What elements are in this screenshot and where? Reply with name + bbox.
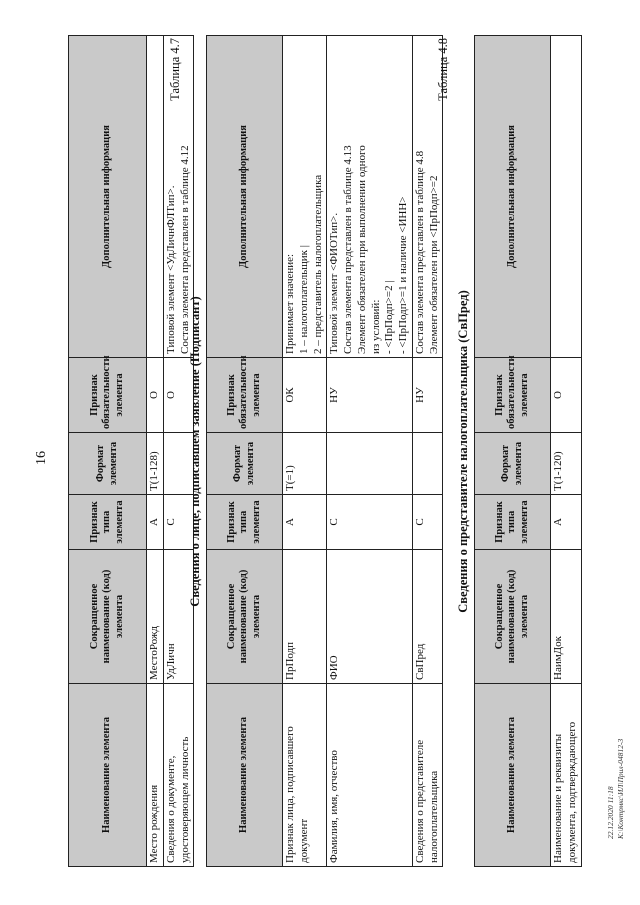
table-4-8 — [474, 35, 582, 867]
extra-info-line: Элемент обязателен при выполнении одного — [355, 145, 368, 354]
cell-required: ОК — [283, 358, 327, 433]
cell-extra-info — [147, 36, 164, 358]
table-row — [551, 36, 582, 867]
cell-element-name — [551, 684, 582, 867]
cell-required: О — [163, 358, 194, 433]
extra-info-line: Состав элемента представлен в таблице 4.13 — [342, 145, 354, 354]
table-row — [412, 36, 443, 867]
table-4-7 — [206, 35, 443, 867]
table-row — [147, 36, 164, 867]
cell-extra-info — [283, 36, 327, 358]
extra-info-line: Принимает значение: — [284, 253, 296, 354]
cell-code: НаимДок — [551, 550, 582, 684]
cell-code: ПрПодп — [283, 550, 327, 684]
cell-required: НУ — [327, 358, 413, 433]
table-row — [327, 36, 413, 867]
table-row — [283, 36, 327, 867]
header-short-name: Сокращенное наименование (код) элемента — [69, 550, 147, 684]
footer-path: К:\Контрмкс\ИЛ\Прил-04812-3 — [615, 738, 625, 839]
cell-code: МестоРожд — [147, 550, 164, 684]
cell-element-name — [327, 684, 413, 867]
cell-format — [327, 433, 413, 495]
header-format: Формат элемента — [207, 433, 283, 495]
element-name-line: Место рождения — [148, 784, 160, 863]
header-type: Признак типа элемента — [69, 495, 147, 550]
extra-info-line: Элемент обязателен при <ПрПодп>=2 — [427, 175, 440, 354]
cell-code: УдЛичн — [163, 550, 194, 684]
extra-info-line: 2 – представитель налогоплательщика — [311, 174, 324, 354]
table-header-row — [475, 36, 551, 867]
header-required: Признак обязательности элемента — [475, 358, 551, 433]
header-name: Наименование элемента — [207, 684, 283, 867]
extra-info-line: 1 – налогоплательщик | — [297, 245, 310, 354]
cell-type: А — [283, 495, 327, 550]
table-header-row — [207, 36, 283, 867]
header-required: Признак обязательности элемента — [69, 358, 147, 433]
extra-info-line: Типовой элемент <УдЛичнФЛТип>. — [164, 185, 177, 354]
element-name-line: документ — [297, 818, 310, 863]
cell-required: О — [551, 358, 582, 433]
header-format: Формат элемента — [69, 433, 147, 495]
element-name-line: Сведения о представителе — [413, 739, 426, 863]
cell-type: А — [551, 495, 582, 550]
header-format: Формат элемента — [475, 433, 551, 495]
table-4-7-title: Сведения о лице, подписавшем заявление (Подписант) — [188, 296, 202, 607]
footer-stamp — [606, 739, 626, 839]
footer-date: 22.12.2020 11:18 — [606, 786, 615, 839]
cell-required: О — [147, 358, 164, 433]
element-name-line: документа, подтверждающего — [565, 721, 578, 863]
header-short-name: Сокращенное наименование (код) элемента — [207, 550, 283, 684]
header-name: Наименование элемента — [475, 684, 551, 867]
cell-type: С — [163, 495, 194, 550]
element-name-line: удостоверяющем личность — [178, 736, 191, 863]
table-4-8-label: Таблица 4.8 — [436, 38, 450, 101]
cell-format: T(1-128) — [147, 433, 164, 495]
cell-element-name — [283, 684, 327, 867]
cell-extra-info — [551, 36, 582, 358]
cell-format: T(=1) — [283, 433, 327, 495]
cell-code: ФИО — [327, 550, 413, 684]
page-number: 16 — [34, 451, 49, 465]
element-name-line: Фамилия, имя, отчество — [328, 750, 341, 863]
header-short-name: Сокращенное наименование (код) элемента — [475, 550, 551, 684]
table-4-8-title: Сведения о представителе налогоплательщика (СвПред) — [456, 290, 470, 613]
header-extra: Дополнительная информация — [475, 36, 551, 358]
cell-required: НУ — [412, 358, 443, 433]
element-name-line: Сведения о документе, — [164, 755, 177, 863]
table-4-7-label: Таблица 4.7 — [168, 38, 182, 101]
header-extra: Дополнительная информация — [69, 36, 147, 358]
extra-info-line: - <ПрПодп>=2 | — [383, 280, 396, 354]
header-type: Признак типа элемента — [207, 495, 283, 550]
cell-format: T(1-120) — [551, 433, 582, 495]
cell-code: СвПред — [412, 550, 443, 684]
header-required: Признак обязательности элемента — [207, 358, 283, 433]
table-continuation — [68, 35, 194, 867]
extra-info-line: Состав элемента представлен в таблице 4.8 — [413, 150, 426, 354]
cell-extra-info — [327, 36, 413, 358]
table-header-row — [69, 36, 147, 867]
cell-element-name — [412, 684, 443, 867]
extra-info-line: из условий: — [369, 299, 382, 354]
extra-info-line: Типовой элемент <ФИОТип>. — [328, 212, 341, 354]
element-name-line: налогоплательщика — [427, 770, 440, 863]
cell-type: А — [147, 495, 164, 550]
header-extra: Дополнительная информация — [207, 36, 283, 358]
cell-type: С — [327, 495, 413, 550]
extra-info-line: Состав элемента представлен в таблице 4.12 — [178, 145, 191, 354]
cell-element-name — [147, 684, 164, 867]
cell-format — [412, 433, 443, 495]
header-type: Признак типа элемента — [475, 495, 551, 550]
cell-type: С — [412, 495, 443, 550]
extra-info-line: - <ПрПодп>=1 и наличие <ИНН> — [397, 196, 409, 354]
element-name-line: Наименование и реквизиты — [552, 733, 564, 863]
header-name: Наименование элемента — [69, 684, 147, 867]
element-name-line: Признак лица, подписавшего — [284, 726, 296, 863]
